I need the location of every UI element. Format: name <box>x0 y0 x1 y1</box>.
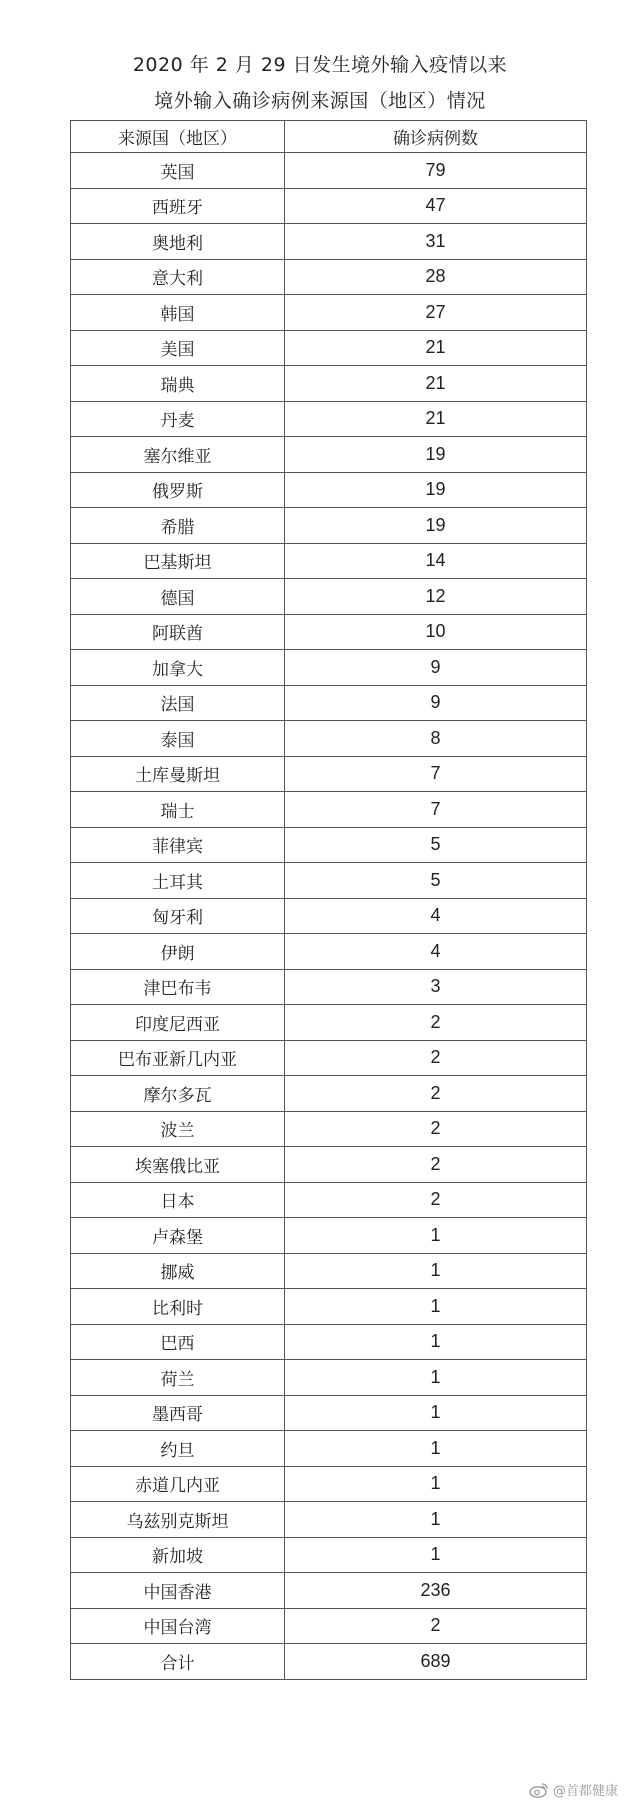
region-cell: 伊朗 <box>71 934 285 970</box>
table-row <box>71 1253 587 1289</box>
region-cell: 中国香港 <box>71 1573 285 1609</box>
region-cell: 英国 <box>71 153 285 189</box>
count-cell: 1 <box>285 1253 587 1289</box>
count-cell: 47 <box>285 188 587 224</box>
region-cell: 西班牙 <box>71 188 285 224</box>
table-row <box>71 756 587 792</box>
region-cell: 匈牙利 <box>71 898 285 934</box>
count-cell: 19 <box>285 472 587 508</box>
table-row <box>71 1040 587 1076</box>
table-row <box>71 437 587 473</box>
region-cell: 埃塞俄比亚 <box>71 1147 285 1183</box>
region-cell: 中国台湾 <box>71 1608 285 1644</box>
region-cell: 摩尔多瓦 <box>71 1076 285 1112</box>
count-cell: 1 <box>285 1395 587 1431</box>
table-row <box>71 401 587 437</box>
region-cell: 意大利 <box>71 259 285 295</box>
region-cell: 乌兹别克斯坦 <box>71 1502 285 1538</box>
count-cell: 2 <box>285 1111 587 1147</box>
count-cell: 3 <box>285 969 587 1005</box>
table-row <box>71 863 587 899</box>
region-cell: 希腊 <box>71 508 285 544</box>
count-cell: 4 <box>285 934 587 970</box>
count-cell: 12 <box>285 579 587 615</box>
region-cell: 印度尼西亚 <box>71 1005 285 1041</box>
count-cell: 4 <box>285 898 587 934</box>
count-cell: 5 <box>285 863 587 899</box>
table-body <box>71 153 587 1680</box>
region-cell: 塞尔维亚 <box>71 437 285 473</box>
table-row <box>71 224 587 260</box>
table-row <box>71 934 587 970</box>
table-row <box>71 1644 587 1680</box>
table-row <box>71 1466 587 1502</box>
watermark-text: @首都健康 <box>552 1784 618 1799</box>
count-cell: 1 <box>285 1289 587 1325</box>
count-cell: 1 <box>285 1466 587 1502</box>
table-row <box>71 1502 587 1538</box>
table-row <box>71 1608 587 1644</box>
count-cell: 2 <box>285 1005 587 1041</box>
table-row <box>71 188 587 224</box>
count-cell: 1 <box>285 1431 587 1467</box>
region-cell: 挪威 <box>71 1253 285 1289</box>
count-cell: 5 <box>285 827 587 863</box>
count-cell: 19 <box>285 508 587 544</box>
table-row <box>71 1289 587 1325</box>
count-cell: 14 <box>285 543 587 579</box>
region-cell: 波兰 <box>71 1111 285 1147</box>
table-row <box>71 1573 587 1609</box>
count-cell: 1 <box>285 1360 587 1396</box>
table-row <box>71 1537 587 1573</box>
region-cell: 新加坡 <box>71 1537 285 1573</box>
region-cell: 泰国 <box>71 721 285 757</box>
table-row <box>71 153 587 189</box>
count-cell: 19 <box>285 437 587 473</box>
table-row <box>71 543 587 579</box>
table-row <box>71 827 587 863</box>
table-row <box>71 330 587 366</box>
region-cell: 俄罗斯 <box>71 472 285 508</box>
region-cell: 美国 <box>71 330 285 366</box>
count-cell: 2 <box>285 1076 587 1112</box>
table-row <box>71 1076 587 1112</box>
region-cell: 墨西哥 <box>71 1395 285 1431</box>
count-cell: 27 <box>285 295 587 331</box>
count-cell: 7 <box>285 756 587 792</box>
region-cell: 菲律宾 <box>71 827 285 863</box>
table-row <box>71 898 587 934</box>
region-cell: 加拿大 <box>71 650 285 686</box>
count-cell: 21 <box>285 330 587 366</box>
region-cell: 约旦 <box>71 1431 285 1467</box>
count-cell: 21 <box>285 366 587 402</box>
table-row <box>71 295 587 331</box>
header-count: 确诊病例数 <box>285 121 587 153</box>
table-row <box>71 614 587 650</box>
region-cell: 瑞典 <box>71 366 285 402</box>
region-cell: 土库曼斯坦 <box>71 756 285 792</box>
table-row <box>71 650 587 686</box>
table-row <box>71 366 587 402</box>
count-cell: 2 <box>285 1147 587 1183</box>
region-cell: 丹麦 <box>71 401 285 437</box>
region-cell: 巴基斯坦 <box>71 543 285 579</box>
count-cell: 2 <box>285 1608 587 1644</box>
count-cell: 79 <box>285 153 587 189</box>
count-cell: 9 <box>285 685 587 721</box>
region-cell: 合计 <box>71 1644 285 1680</box>
region-cell: 土耳其 <box>71 863 285 899</box>
count-cell: 7 <box>285 792 587 828</box>
table-row <box>71 685 587 721</box>
count-cell: 1 <box>285 1537 587 1573</box>
region-cell: 奥地利 <box>71 224 285 260</box>
table-row <box>71 969 587 1005</box>
table-header <box>71 121 587 153</box>
region-cell: 瑞士 <box>71 792 285 828</box>
count-cell: 2 <box>285 1182 587 1218</box>
count-cell: 1 <box>285 1218 587 1254</box>
table-row <box>71 508 587 544</box>
table-row <box>71 472 587 508</box>
count-cell: 8 <box>285 721 587 757</box>
count-cell: 1 <box>285 1502 587 1538</box>
region-cell: 巴布亚新几内亚 <box>71 1040 285 1076</box>
table-row <box>71 1324 587 1360</box>
weibo-watermark <box>529 1780 618 1799</box>
region-cell: 卢森堡 <box>71 1218 285 1254</box>
table-row <box>71 1147 587 1183</box>
table-row <box>71 579 587 615</box>
weibo-icon <box>529 1782 549 1798</box>
imported-cases-table <box>70 120 587 1680</box>
region-cell: 赤道几内亚 <box>71 1466 285 1502</box>
table-row <box>71 1360 587 1396</box>
count-cell: 31 <box>285 224 587 260</box>
count-cell: 236 <box>285 1573 587 1609</box>
count-cell: 28 <box>285 259 587 295</box>
count-cell: 21 <box>285 401 587 437</box>
region-cell: 德国 <box>71 579 285 615</box>
table-row <box>71 1005 587 1041</box>
table-row <box>71 792 587 828</box>
table-row <box>71 1431 587 1467</box>
count-cell: 9 <box>285 650 587 686</box>
count-cell: 2 <box>285 1040 587 1076</box>
table-row <box>71 1395 587 1431</box>
table-row <box>71 721 587 757</box>
document-title-line-1: 2020 年 2 月 29 日发生境外输入疫情以来 <box>132 54 508 76</box>
table-row <box>71 1182 587 1218</box>
count-cell: 10 <box>285 614 587 650</box>
region-cell: 荷兰 <box>71 1360 285 1396</box>
document-title-line-2: 境外输入确诊病例来源国（地区）情况 <box>154 90 486 112</box>
table-row <box>71 1111 587 1147</box>
region-cell: 韩国 <box>71 295 285 331</box>
region-cell: 日本 <box>71 1182 285 1218</box>
region-cell: 巴西 <box>71 1324 285 1360</box>
count-cell: 1 <box>285 1324 587 1360</box>
header-region: 来源国（地区） <box>71 121 285 153</box>
region-cell: 阿联酋 <box>71 614 285 650</box>
table-row <box>71 259 587 295</box>
region-cell: 比利时 <box>71 1289 285 1325</box>
table-header-row <box>71 121 587 153</box>
table-row <box>71 1218 587 1254</box>
region-cell: 津巴布韦 <box>71 969 285 1005</box>
region-cell: 法国 <box>71 685 285 721</box>
count-cell: 689 <box>285 1644 587 1680</box>
